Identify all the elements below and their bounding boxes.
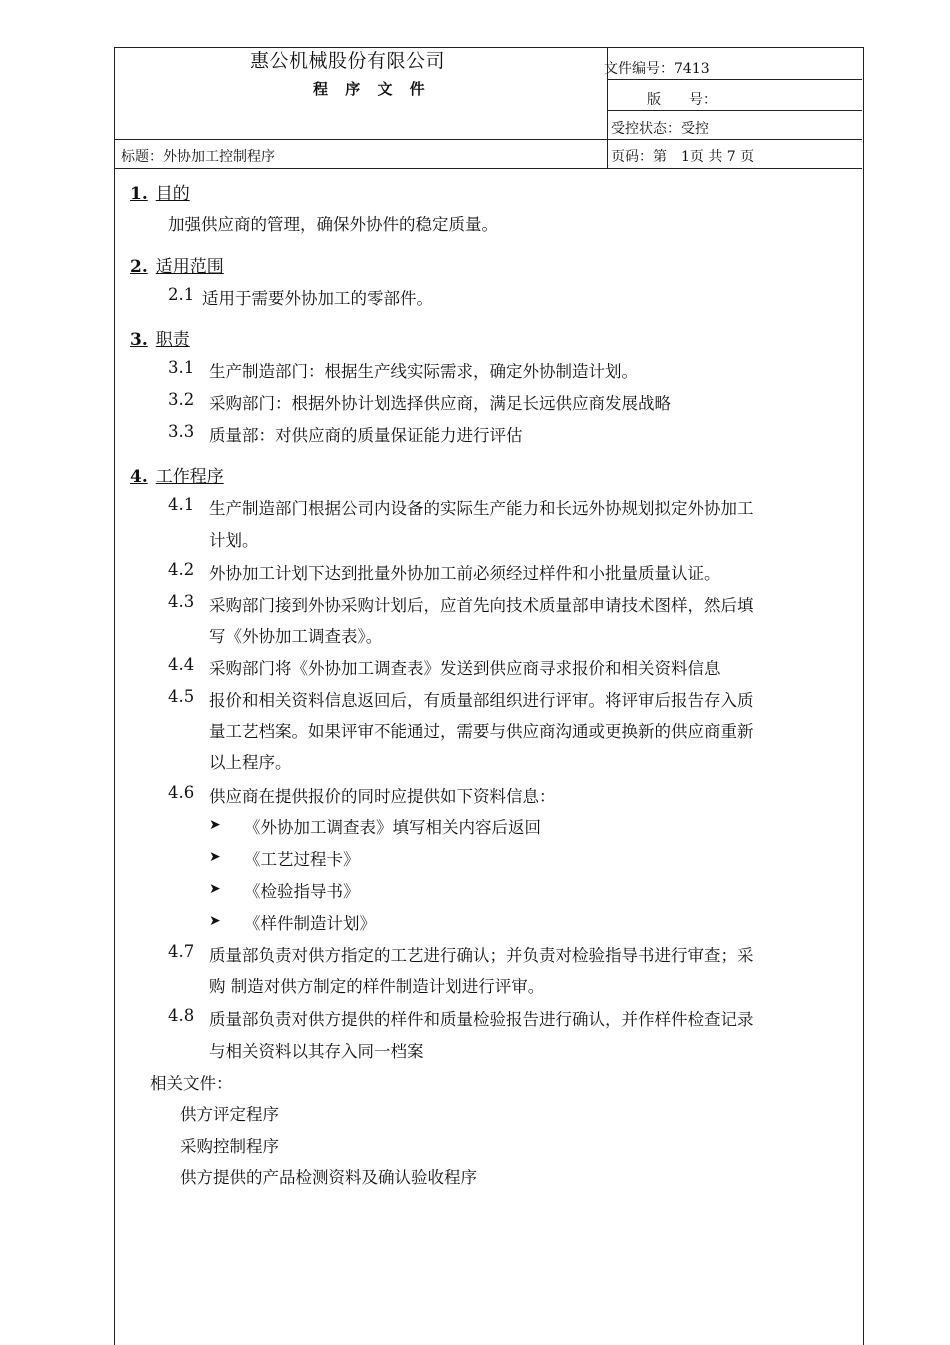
- paragraph-line: 加强供应商的管理，确保外协件的稳定质量。: [168, 215, 498, 234]
- header-rule: [114, 139, 862, 140]
- item-number: 4.8: [168, 1006, 195, 1025]
- section-heading: 2. 适用范围: [130, 257, 224, 277]
- item-number: 4.5: [168, 687, 195, 706]
- arrowhead-bullet-icon: ➤: [209, 881, 221, 897]
- list-item: 《外协加工调查表》填写相关内容后返回: [244, 818, 541, 837]
- related-doc-item: 供方评定程序: [180, 1105, 279, 1124]
- list-item: 《样件制造计划》: [244, 914, 376, 933]
- header-rule: [607, 79, 862, 80]
- section-heading: 1. 目的: [130, 184, 190, 204]
- paragraph-line: 以上程序。: [209, 753, 292, 772]
- page-info: 页码：第 1页 共 7 页: [611, 149, 755, 165]
- document-number: 文件编号：7413: [604, 61, 710, 77]
- section-heading: 3. 职责: [130, 330, 190, 350]
- item-number: 3.1: [168, 358, 195, 377]
- control-status: 受控状态：受控: [611, 121, 709, 137]
- arrowhead-bullet-icon: ➤: [209, 849, 221, 865]
- paragraph-line: 外协加工计划下达到批量外协加工前必须经过样件和小批量质量认证。: [209, 564, 721, 583]
- version-field: 版 号：: [647, 92, 717, 108]
- related-docs-label: 相关文件：: [150, 1074, 233, 1093]
- arrowhead-bullet-icon: ➤: [209, 817, 221, 833]
- paragraph-line: 与相关资料以其存入同一档案: [209, 1042, 424, 1061]
- paragraph-line: 生产制造部门根据公司内设备的实际生产能力和长远外协规划拟定外协加工: [209, 499, 754, 518]
- paragraph-line: 供应商在提供报价的同时应提供如下资料信息：: [209, 787, 556, 806]
- paragraph-line: 质量部负责对供方指定的工艺进行确认；并负责对检验指导书进行审查；采: [209, 946, 754, 965]
- item-number: 3.3: [168, 422, 195, 441]
- item-number: 3.2: [168, 390, 195, 409]
- item-number: 4.7: [168, 942, 195, 961]
- item-number: 4.6: [168, 783, 195, 802]
- item-number: 4.4: [168, 655, 195, 674]
- company-name: 惠公机械股份有限公司: [250, 50, 446, 72]
- list-item: 《检验指导书》: [244, 882, 360, 901]
- paragraph-line: 质量部负责对供方提供的样件和质量检验报告进行确认，并作样件检查记录: [209, 1010, 754, 1029]
- paragraph-line: 报价和相关资料信息返回后，有质量部组织进行评审。将评审后报告存入质: [209, 691, 754, 710]
- paragraph-line: 生产制造部门：根据生产线实际需求，确定外协制造计划。: [209, 362, 638, 381]
- arrowhead-bullet-icon: ➤: [209, 913, 221, 929]
- item-number: 2.1: [168, 285, 195, 304]
- paragraph-line: 计划。: [209, 531, 259, 550]
- paragraph-line: 量工艺档案。如果评审不能通过，需要与供应商沟通或更换新的供应商重新: [209, 722, 754, 741]
- related-doc-item: 采购控制程序: [180, 1137, 279, 1156]
- paragraph-line: 写《外协加工调查表》。: [209, 627, 383, 646]
- paragraph-line: 采购部门接到外协采购计划后，应首先向技术质量部申请技术图样，然后填: [209, 596, 754, 615]
- related-doc-item: 供方提供的产品检测资料及确认验收程序: [180, 1168, 477, 1187]
- paragraph-line: 采购部门：根据外协计划选择供应商，满足长远供应商发展战略: [209, 394, 671, 413]
- header-rule: [607, 110, 862, 111]
- list-item: 《工艺过程卡》: [244, 850, 360, 869]
- item-number: 4.2: [168, 560, 195, 579]
- header-rule: [114, 168, 862, 169]
- section-heading: 4. 工作程序: [130, 467, 224, 487]
- paragraph-line: 购 制造对供方制定的样件制造计划进行评审。: [209, 977, 545, 996]
- item-number: 4.3: [168, 592, 195, 611]
- paragraph-line: 质量部：对供应商的质量保证能力进行评估: [209, 426, 523, 445]
- document-type: 程 序 文 件: [313, 80, 431, 98]
- document-title: 标题：外协加工控制程序: [121, 149, 275, 165]
- item-number: 4.1: [168, 495, 195, 514]
- paragraph-line: 采购部门将《外协加工调查表》发送到供应商寻求报价和相关资料信息: [209, 659, 721, 678]
- paragraph-line: 适用于需要外协加工的零部件。: [202, 289, 433, 308]
